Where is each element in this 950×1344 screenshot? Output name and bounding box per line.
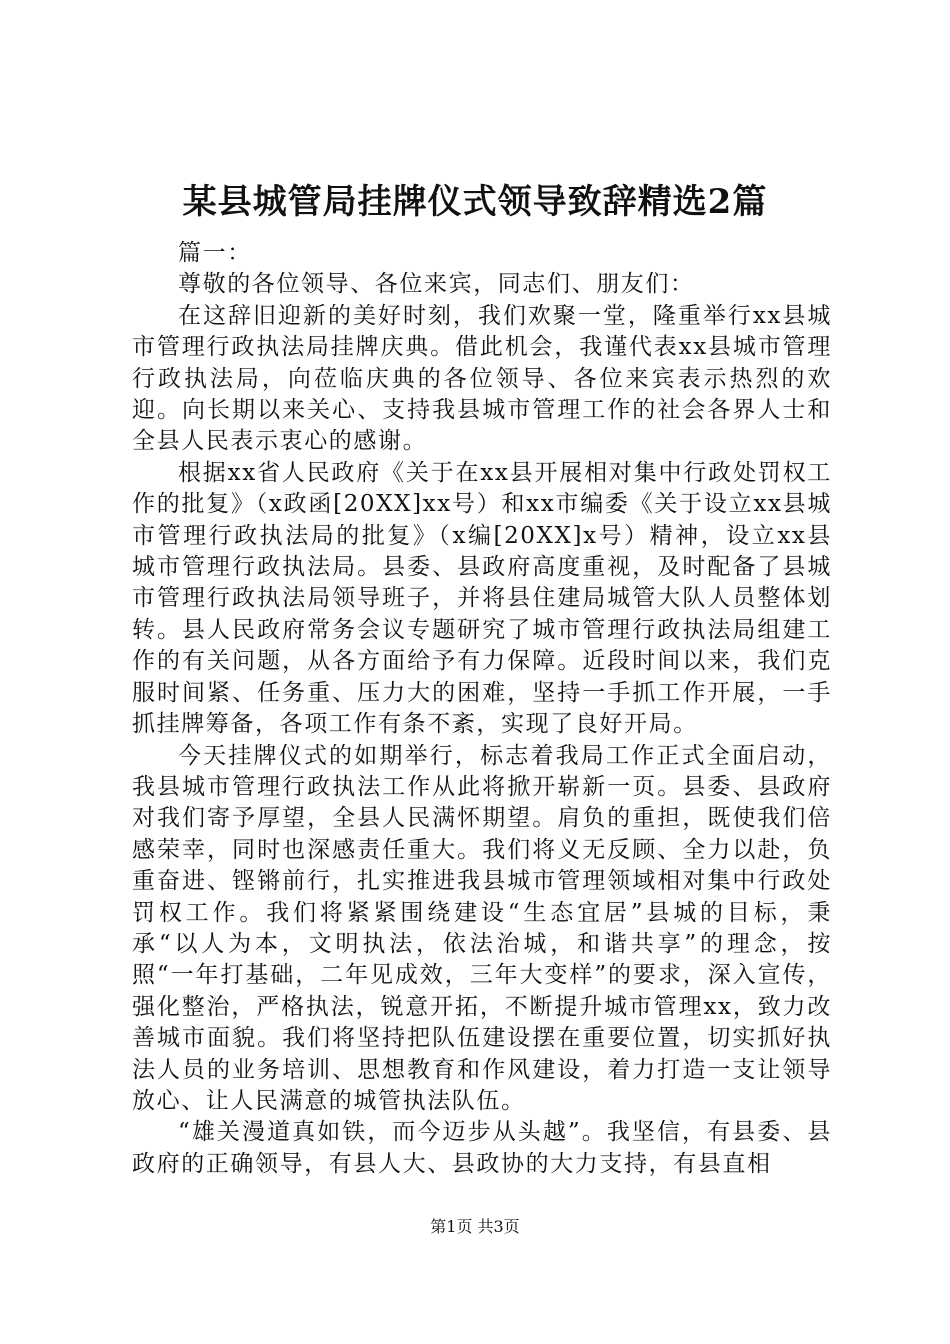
document-title: 某县城管局挂牌仪式领导致辞精选2篇: [182, 182, 768, 222]
body-paragraph: 根据xx省人民政府《关于在xx县开展相对集中行政处罚权工作的批复》（x政函[20XX]xx号）和xx市编委《关于设立xx县城市管理行政执法局的批复》（x编[20XX]x号）精神，设立xx县城市管理行政执法局。县委、县政府高度重视，及时配备了县城市管理行政执法局领导班子，并将县住建局城管大队人员整体划转。县人民政府常务会议专题研究了城市管理行政执法局组建工作的有关问题，从各方面给予有力保障。近段时间以来，我们克服时间紧、任务重、压力大的困难，坚持一手抓工作开展，一手抓挂牌筹备，各项工作有条不紊，实现了良好开局。: [132, 459, 832, 738]
section-heading: 篇一：: [178, 240, 252, 266]
body-paragraph: “雄关漫道真如铁，而今迈步从头越”。我坚信，有县委、县政府的正确领导，有县人大、县政协的大力支持，有县直相: [132, 1119, 832, 1177]
page-number-footer: 第1页 共3页: [430, 1217, 520, 1236]
body-paragraph: 在这辞旧迎新的美好时刻，我们欢聚一堂，隆重举行xx县城市管理行政执法局挂牌庆典。借此机会，我谨代表xx县城市管理行政执法局，向莅临庆典的各位领导、各位来宾表示热烈的欢迎。向长期以来关心、支持我县城市管理工作的社会各界人士和全县人民表示衷心的感谢。: [132, 302, 832, 455]
document-body: [132, 238, 832, 1180]
salutation-paragraph: 尊敬的各位领导、各位来宾，同志们、朋友们：: [178, 271, 695, 298]
body-paragraph: 今天挂牌仪式的如期举行，标志着我局工作正式全面启动，我县城市管理行政执法工作从此将掀开崭新一页。县委、县政府对我们寄予厚望，全县人民满怀期望。肩负的重担，既使我们倍感荣幸，同时也深感责任重大。我们将义无反顾、全力以赴，负重奋进、铿锵前行，扎实推进我县城市管理领域相对集中行政处罚权工作。我们将紧紧围绕建设“生态宜居”县城的目标，秉承“以人为本，文明执法，依法治城，和谐共享”的理念，按照“一年打基础，二年见成效，三年大变样”的要求，深入宣传，强化整治，严格执法，锐意开拓，不断提升城市管理xx，致力改善城市面貌。我们将坚持把队伍建设摆在重要位置，切实抓好执法人员的业务培训、思想教育和作风建设，着力打造一支让领导放心、让人民满意的城管执法队伍。: [132, 742, 832, 1114]
